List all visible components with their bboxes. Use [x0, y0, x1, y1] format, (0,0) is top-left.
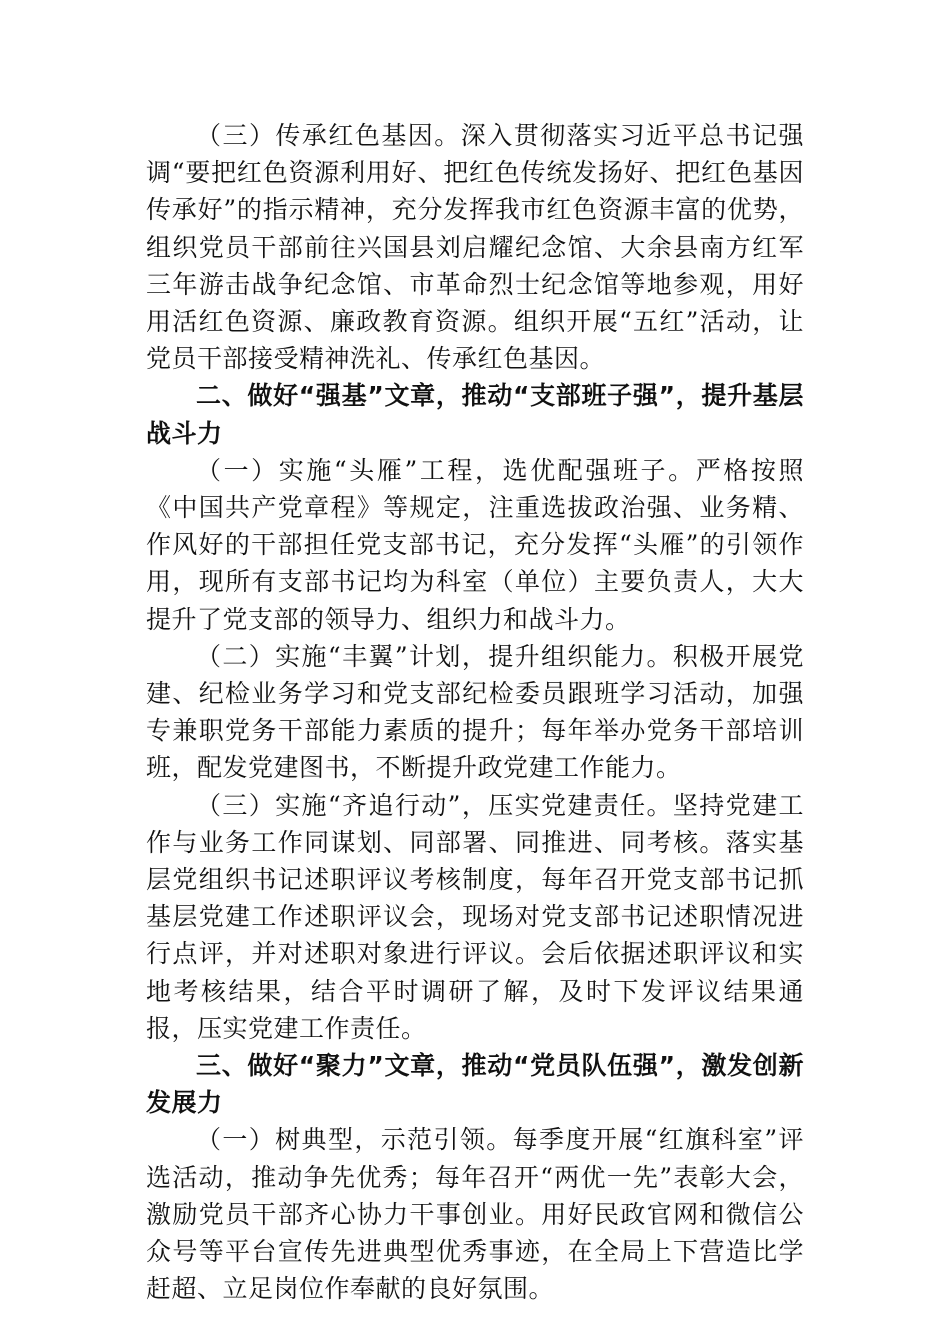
- paragraph-head-goose-project: [146, 452, 804, 638]
- document-body: [146, 117, 804, 1308]
- section-heading-2: 二、做好“强基”文章，推动“支部班子强”，提升基层战斗力: [146, 381, 804, 448]
- paragraph-text: 积极开展党建、纪检业务学习和党支部纪检委员跟班学习活动，加强专兼职党务干部能力素质的提升；每年举办党务干部培训班，配发党建图书，不断提升政党建工作能力。: [146, 641, 804, 783]
- paragraph-text: 严格按照《中国共产党章程》等规定，注重选拔政治强、业务精、作风好的干部担任党支部书记，充分发挥“头雁”的引领作用，现所有支部书记均为科室（单位）主要负责人，大大提升了党支部的领导力、组织力和战斗力。: [146, 455, 804, 634]
- paragraph-fengyi-plan: [146, 638, 804, 787]
- paragraph-inherit-red-gene: [146, 117, 804, 377]
- paragraph-qizhui-action: [146, 787, 804, 1047]
- paragraph-lead: （一）实施“头雁”工程，选优配强班子。: [196, 455, 696, 485]
- paragraph-text: 深入贯彻落实习近平总书记强调“要把红色资源利用好、把红色传统发扬好、把红色基因传承好”的指示精神，充分发挥我市红色资源丰富的优势，组织党员干部前往兴国县刘启耀纪念馆、大余县南方红军三年游击战争纪念馆、市革命烈士纪念馆等地参观，用好用活红色资源、廉政教育资源。组织开展“五红”活动，让党员干部接受精神洗礼、传承红色基因。: [146, 121, 804, 374]
- paragraph-lead: （三）传承红色基因。: [196, 121, 461, 150]
- section-heading-3: 三、做好“聚力”文章，推动“党员队伍强”，激发创新发展力: [146, 1051, 804, 1118]
- paragraph-text: 坚持党建工作与业务工作同谋划、同部署、同推进、同考核。落实基层党组织书记述职评议考核制度，每年召开党支部书记抓基层党建工作述职评议会，现场对党支部书记述职情况进行点评，并对述职对象进行评议。会后依据述职评议和实地考核结果，结合平时调研了解，及时下发评议结果通报，压实党建工作责任。: [146, 790, 804, 1043]
- paragraph-lead: （二）实施“丰翼”计划，提升组织能力。: [196, 641, 673, 671]
- paragraph-text: 每季度开展“红旗科室”评选活动，推动争先优秀；每年召开“两优一先”表彰大会，激励党员干部齐心协力干事创业。用好民政官网和微信公众号等平台宣传先进典型优秀事迹，在全局上下营造比学赶超、立足岗位作奉献的良好氛围。: [146, 1125, 804, 1304]
- paragraph-lead: （一）树典型，示范引领。: [196, 1125, 513, 1155]
- paragraph-lead: （三）实施“齐追行动”，压实党建责任。: [196, 790, 673, 820]
- paragraph-set-examples: [146, 1121, 804, 1307]
